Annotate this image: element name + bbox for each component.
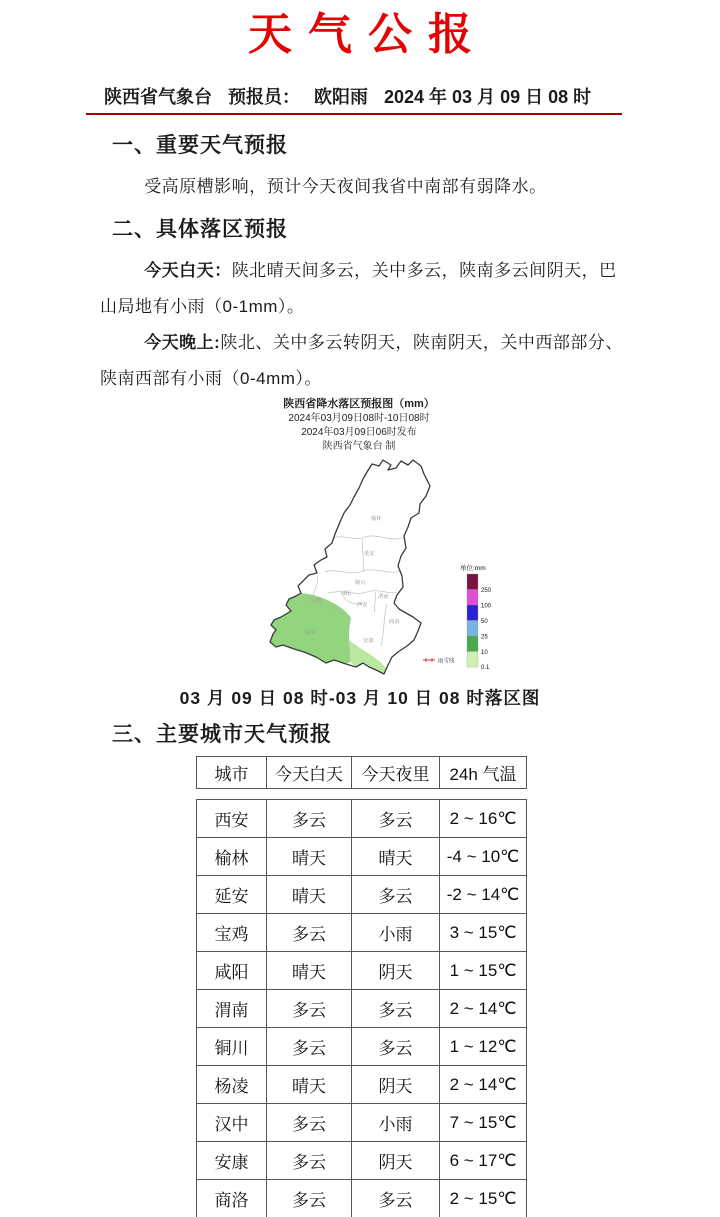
map-label-xian: 西安 bbox=[357, 602, 368, 608]
day-weather-cell: 多云 bbox=[267, 990, 352, 1028]
day-weather-cell: 晴天 bbox=[267, 838, 352, 876]
section-1-heading: 一、重要天气预报 bbox=[112, 134, 288, 157]
station-name: 陕西省气象台 bbox=[104, 87, 212, 107]
night-weather-cell: 多云 bbox=[352, 1180, 440, 1217]
temp-cell: 2 ~ 16℃ bbox=[440, 800, 527, 838]
map-label-weinan: 渭南 bbox=[378, 594, 389, 600]
city-cell: 延安 bbox=[197, 876, 267, 914]
day-weather-cell: 多云 bbox=[267, 1180, 352, 1217]
day-weather-cell: 多云 bbox=[267, 1028, 352, 1066]
precip-map-figure bbox=[255, 397, 547, 681]
day-weather-cell: 多云 bbox=[267, 914, 352, 952]
col-header-daytime: 今天白天 bbox=[267, 757, 352, 789]
night-lead: 今天晚上: bbox=[144, 333, 221, 352]
table-row bbox=[197, 990, 527, 1028]
map-label-yanan: 延安 bbox=[364, 551, 375, 557]
day-weather-cell: 多云 bbox=[267, 1142, 352, 1180]
table-row bbox=[197, 952, 527, 990]
map-label-shangluo: 商洛 bbox=[389, 619, 400, 625]
night-weather-cell: 小雨 bbox=[352, 914, 440, 952]
night-weather-cell: 小雨 bbox=[352, 1104, 440, 1142]
day-weather-cell: 晴天 bbox=[267, 952, 352, 990]
table-row bbox=[197, 1066, 527, 1104]
legend-label-10: 10 bbox=[481, 650, 488, 656]
table-row bbox=[197, 1104, 527, 1142]
legend-title: 单位:mm bbox=[460, 565, 486, 572]
table-row bbox=[197, 914, 527, 952]
page-title: 天气公报 bbox=[248, 10, 488, 59]
forecaster-name: 欧阳雨 bbox=[314, 87, 368, 107]
rain-area-light-strip bbox=[349, 640, 386, 674]
col-header-temp: 24h 气温 bbox=[440, 757, 527, 789]
city-cell: 铜川 bbox=[197, 1028, 267, 1066]
legend-swatch-10 bbox=[467, 636, 478, 652]
city-cell: 安康 bbox=[197, 1142, 267, 1180]
legend-label-25: 25 bbox=[481, 634, 488, 641]
map-label-baoji: 宝鸡 bbox=[311, 598, 322, 604]
legend-label-50: 50 bbox=[481, 619, 488, 625]
city-cell: 商洛 bbox=[197, 1180, 267, 1217]
section-1-body: 受高原槽影响，预计今天夜间我省中南部有弱降水。 bbox=[144, 177, 547, 196]
city-cell: 渭南 bbox=[197, 990, 267, 1028]
col-header-night: 今天夜里 bbox=[352, 757, 440, 789]
temp-cell: 2 ~ 14℃ bbox=[440, 990, 527, 1028]
issue-datetime: 2024 年 03 月 09 日 08 时 bbox=[384, 87, 592, 107]
day-weather-cell: 多云 bbox=[267, 800, 352, 838]
rain-snow-line-legend bbox=[423, 657, 455, 665]
legend-label-0p1: 0.1 bbox=[481, 665, 490, 671]
night-weather-cell: 多云 bbox=[352, 800, 440, 838]
rain-snow-line-label: 雨雪线 bbox=[438, 658, 455, 665]
legend-swatch-100 bbox=[467, 590, 478, 606]
temp-cell: -4 ~ 10℃ bbox=[440, 838, 527, 876]
table-row bbox=[197, 800, 527, 838]
table-row bbox=[197, 1142, 527, 1180]
daytime-lead: 今天白天： bbox=[144, 261, 232, 280]
city-cell: 杨凌 bbox=[197, 1066, 267, 1104]
city-cell: 宝鸡 bbox=[197, 914, 267, 952]
map-title: 陕西省降水落区预报图（mm） bbox=[283, 398, 435, 410]
day-weather-cell: 晴天 bbox=[267, 876, 352, 914]
night-weather-cell: 多云 bbox=[352, 990, 440, 1028]
table-row bbox=[197, 838, 527, 876]
table-row bbox=[197, 1180, 527, 1217]
section-3-heading: 三、主要城市天气预报 bbox=[112, 723, 332, 746]
city-weather-table bbox=[196, 799, 527, 1217]
map-label-xianyang: 咸阳 bbox=[341, 591, 352, 597]
night-weather-cell: 多云 bbox=[352, 1028, 440, 1066]
temp-cell: 2 ~ 15℃ bbox=[440, 1180, 527, 1217]
header-row bbox=[197, 757, 527, 789]
shaanxi-precip-map bbox=[255, 456, 547, 681]
night-text: 陕北、关中多云转阴天，陕南阴天，关中西部部分、陕南西部有小雨（0-4mm）。 bbox=[100, 333, 623, 388]
map-period: 2024年03月09日08时-10日08时 bbox=[288, 413, 430, 424]
map-label-tongchuan: 铜川 bbox=[355, 580, 366, 586]
forecaster-label: 预报员： bbox=[228, 87, 300, 107]
temp-cell: 6 ~ 17℃ bbox=[440, 1142, 527, 1180]
temp-cell: -2 ~ 14℃ bbox=[440, 876, 527, 914]
map-label-hanzhong: 汉中 bbox=[305, 630, 316, 636]
night-weather-cell: 多云 bbox=[352, 876, 440, 914]
map-producer: 陕西省气象台 制 bbox=[322, 441, 396, 452]
map-caption: 03 月 09 日 08 时-03 月 10 日 08 时落区图 bbox=[179, 688, 541, 708]
temp-cell: 2 ~ 14℃ bbox=[440, 1066, 527, 1104]
map-issued: 2024年03月09日06时发布 bbox=[301, 427, 417, 438]
legend-label-100: 100 bbox=[481, 603, 492, 610]
temp-cell: 1 ~ 12℃ bbox=[440, 1028, 527, 1066]
legend-tick-labels bbox=[481, 588, 492, 671]
legend-swatch-250plus bbox=[467, 574, 478, 590]
night-weather-cell: 阴天 bbox=[352, 952, 440, 990]
legend-swatch-50 bbox=[467, 605, 478, 621]
city-cell: 西安 bbox=[197, 800, 267, 838]
map-legend bbox=[460, 563, 492, 671]
day-weather-cell: 多云 bbox=[267, 1104, 352, 1142]
temp-cell: 1 ~ 15℃ bbox=[440, 952, 527, 990]
night-weather-cell: 阴天 bbox=[352, 1066, 440, 1104]
table-row bbox=[197, 1028, 527, 1066]
city-cell: 咸阳 bbox=[197, 952, 267, 990]
temp-cell: 7 ~ 15℃ bbox=[440, 1104, 527, 1142]
night-weather-cell: 阴天 bbox=[352, 1142, 440, 1180]
rain-snow-line-icon bbox=[423, 658, 435, 662]
map-label-ankang: 安康 bbox=[363, 638, 374, 644]
section-2-para-daytime bbox=[100, 253, 624, 325]
city-cell: 榆林 bbox=[197, 838, 267, 876]
city-cell: 汉中 bbox=[197, 1104, 267, 1142]
legend-label-250: 250 bbox=[481, 588, 492, 594]
table-row bbox=[197, 876, 527, 914]
city-weather-table-header bbox=[196, 756, 527, 789]
night-weather-cell: 晴天 bbox=[352, 838, 440, 876]
legend-swatch-0p1 bbox=[467, 652, 478, 668]
section-2-heading: 二、具体落区预报 bbox=[112, 218, 288, 241]
meta-line bbox=[86, 86, 622, 115]
map-caption-block bbox=[255, 397, 463, 454]
temp-cell: 3 ~ 15℃ bbox=[440, 914, 527, 952]
legend-swatch-25 bbox=[467, 621, 478, 637]
day-weather-cell: 晴天 bbox=[267, 1066, 352, 1104]
col-header-city: 城市 bbox=[197, 757, 267, 789]
map-label-yulin: 榆林 bbox=[371, 516, 382, 522]
daytime-text: 陕北晴天间多云，关中多云，陕南多云间阴天，巴山局地有小雨（0-1mm）。 bbox=[100, 261, 617, 316]
section-2-para-night bbox=[100, 325, 624, 397]
